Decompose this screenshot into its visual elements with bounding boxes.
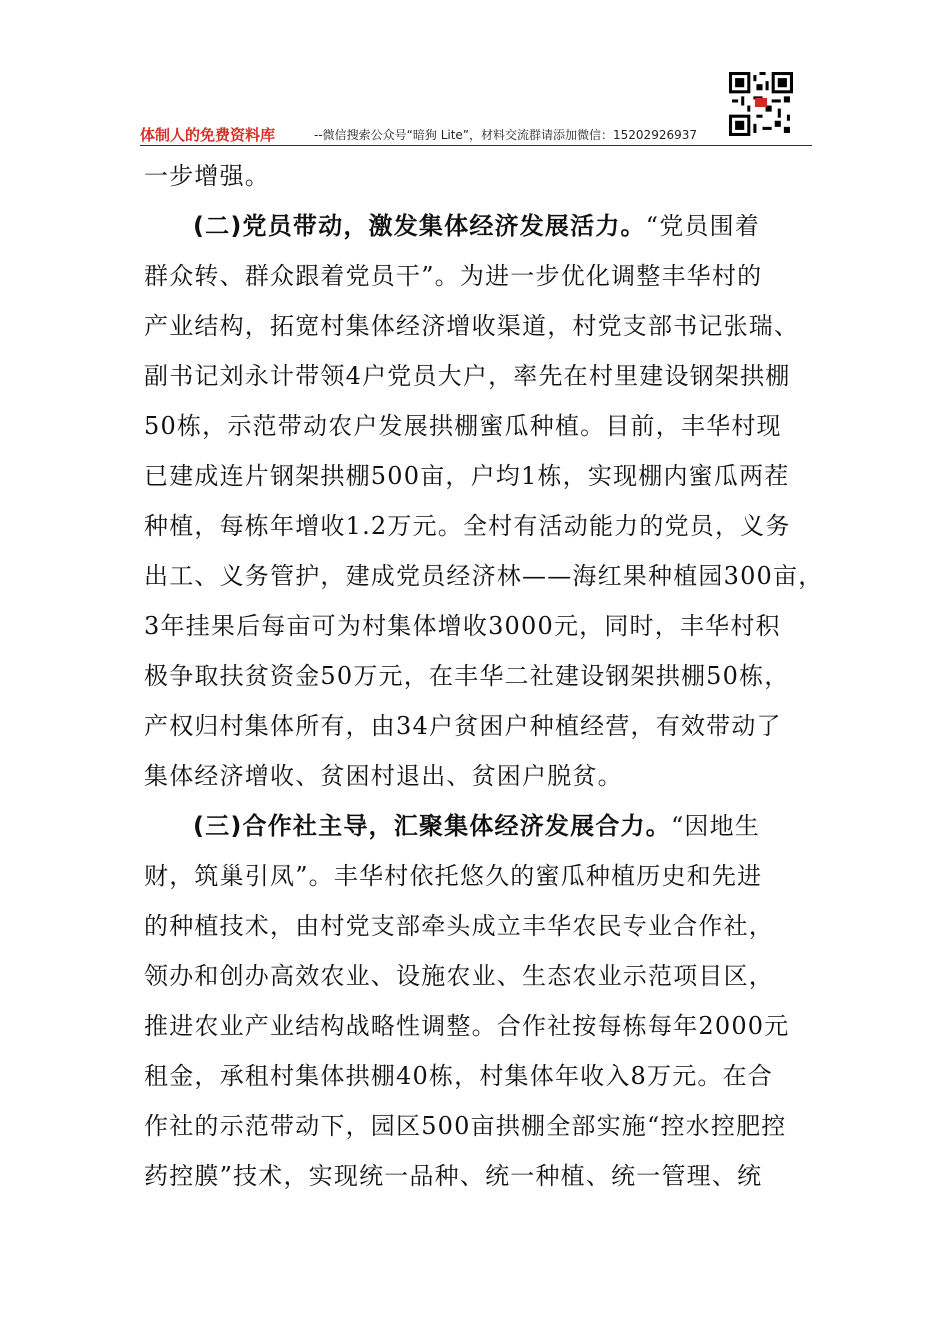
paragraph-text: “因地生 [670, 812, 761, 840]
paragraph-line: 一步增强。 [144, 162, 270, 190]
paragraph-line: 50栋，示范带动农户发展拱棚蜜瓜种植。目前，丰华村现 [144, 412, 782, 440]
section-line [193, 808, 760, 844]
paragraph-line: 种植，每栋年增收1.2万元。全村有活动能力的党员，义务 [144, 512, 791, 540]
paragraph-line: 已建成连片钢架拱棚500亩，户均1栋，实现棚内蜜瓜两茬 [144, 462, 790, 490]
section-heading-2: (二)党员带动，激发集体经济发展活力。 [193, 212, 646, 240]
paragraph-line: 集体经济增收、贫困村退出、贫困户脱贫。 [144, 762, 623, 790]
header-divider [140, 145, 812, 146]
paragraph-line: 作社的示范带动下，园区500亩拱棚全部实施“控水控肥控 [144, 1112, 787, 1140]
qr-code-icon [729, 72, 793, 136]
paragraph-line: 副书记刘永计带领4户党员大户，率先在村里建设钢架拱棚 [144, 362, 791, 390]
paragraph-line: 租金，承租村集体拱棚40栋，村集体年收入8万元。在合 [144, 1062, 774, 1090]
brand-title: 体制人的免费资料库 [140, 126, 276, 144]
paragraph-text: “党员围着 [645, 212, 761, 240]
paragraph-line: 产权归村集体所有，由34户贫困户种植经营，有效带动了 [144, 712, 782, 740]
paragraph-line: 的种植技术，由村党支部牵头成立丰华农民专业合作社， [144, 912, 774, 940]
paragraph-line: 出工、义务管护，建成党员经济林——海红果种植园300亩， [144, 562, 824, 590]
paragraph-line: 极争取扶贫资金50万元，在丰华二社建设钢架拱棚50栋， [144, 662, 790, 690]
paragraph-line: 领办和创办高效农业、设施农业、生态农业示范项目区， [144, 962, 774, 990]
paragraph-line: 药控膜”技术，实现统一品种、统一种植、统一管理、统 [144, 1162, 763, 1190]
paragraph-line: 推进农业产业结构战略性调整。合作社按每栋每年2000元 [144, 1012, 790, 1040]
paragraph-line: 财，筑巢引凤”。丰华村依托悠久的蜜瓜种植历史和先进 [144, 862, 763, 890]
header-note: --微信搜索公众号“暗狗 Lite”，材料交流群请添加微信：15202926937 [314, 128, 697, 142]
page-header [140, 118, 812, 148]
paragraph-line: 3年挂果后每亩可为村集体增收3000元，同时，丰华村积 [144, 612, 781, 640]
paragraph-line: 产业结构，拓宽村集体经济增收渠道，村党支部书记张瑞、 [144, 312, 800, 340]
paragraph-line: 群众转、群众跟着党员干”。为进一步优化调整丰华村的 [144, 262, 763, 290]
section-line [193, 208, 760, 244]
section-heading-3: (三)合作社主导，汇聚集体经济发展合力。 [193, 812, 671, 840]
